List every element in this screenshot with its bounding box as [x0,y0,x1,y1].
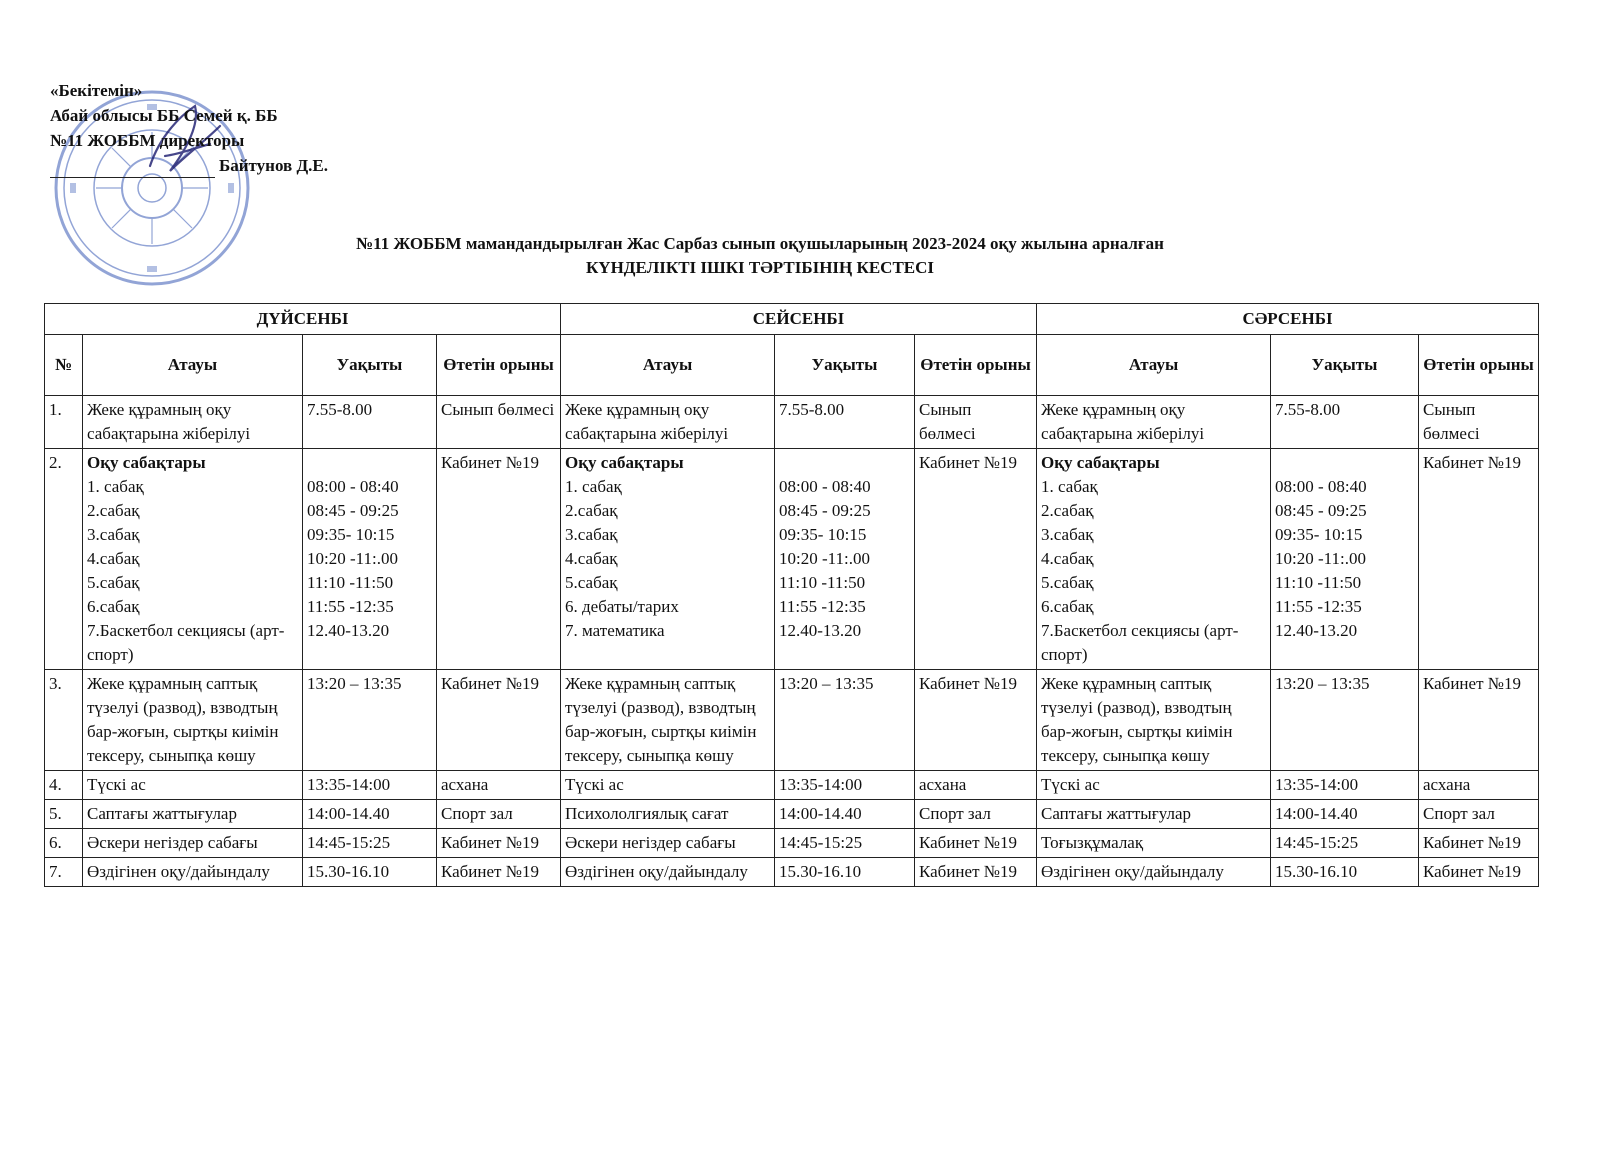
activity-name: Әскери негіздер сабағы [83,829,303,858]
lesson-item: 4.сабақ [565,549,618,568]
approval-block [50,78,380,178]
lesson-item: 1. сабақ [565,477,622,496]
activity-name: Саптағы жаттығулар [1037,800,1271,829]
lesson-item: 4.сабақ [1041,549,1094,568]
lesson-item: 3.сабақ [1041,525,1094,544]
lesson-item: 2.сабақ [1041,501,1094,520]
activity-name: Жеке құрамның саптық түзелуі (развод), взводтың бар-жоғын, сыртқы киімін тексеру, сыныпқа көшу [1037,670,1271,771]
activity-time: 13:20 – 13:35 [1271,670,1419,771]
lesson-time: 08:45 - 09:25 [779,501,871,520]
row-number: 4. [45,771,83,800]
activity-time: 13:35-14:00 [775,771,915,800]
lesson-time: 11:55 -12:35 [1275,597,1362,616]
activity-place: Кабинет №19 [915,858,1037,887]
col-place: Өтетін орыны [1419,335,1539,396]
lessons-list [83,449,303,670]
table-row [45,829,1539,858]
activity-place: Кабинет №19 [1419,670,1539,771]
lesson-item: 5.сабақ [87,573,140,592]
day-wednesday: СӘРСЕНБІ [1037,304,1539,335]
activity-place: Сынып бөлмесі [1419,396,1539,449]
activity-time: 14:45-15:25 [303,829,437,858]
day-header-row [45,304,1539,335]
activity-name: Жеке құрамның саптық түзелуі (развод), взводтың бар-жоғын, сыртқы киімін тексеру, сыныпқа көшу [83,670,303,771]
lesson-time: 11:10 -11:50 [1275,573,1362,592]
activity-place: асхана [915,771,1037,800]
approval-line-3: №11 ЖОББМ директоры [50,131,245,150]
lesson-item: 1. сабақ [1041,477,1098,496]
activity-place: Кабинет №19 [1419,449,1539,670]
activity-place: Кабинет №19 [915,670,1037,771]
lesson-item: 5.сабақ [565,573,618,592]
lesson-item: 5.сабақ [1041,573,1094,592]
activity-time: 13:20 – 13:35 [303,670,437,771]
lesson-time: 09:35- 10:15 [1275,525,1363,544]
activity-name: Жеке құрамның оқу сабақтарына жіберілуі [1037,396,1271,449]
activity-place: Сынып бөлмесі [437,396,561,449]
activity-place: Сынып бөлмесі [915,396,1037,449]
activity-name: Жеке құрамның оқу сабақтарына жіберілуі [83,396,303,449]
lesson-item: 7.Баскетбол секциясы (арт-спорт) [87,621,285,664]
activity-name: Тоғызқұмалақ [1037,829,1271,858]
col-time: Уақыты [1271,335,1419,396]
day-monday: ДҮЙСЕНБІ [45,304,561,335]
lesson-item: 6.сабақ [1041,597,1094,616]
title-line-1: №11 ЖОББМ мамандандырылған Жас Сарбаз сынып оқушыларының 2023-2024 оқу жылына арналған [356,234,1164,253]
lessons-list [1037,449,1271,670]
lessons-title: Оқу сабақтары [87,453,206,472]
activity-place: Кабинет №19 [437,670,561,771]
lessons-title: Оқу сабақтары [565,453,684,472]
activity-time: 14:00-14.40 [303,800,437,829]
approval-signature-line [50,153,380,178]
activity-name: Жеке құрамның оқу сабақтарына жіберілуі [561,396,775,449]
lesson-time: 12.40-13.20 [1275,621,1358,640]
col-place: Өтетін орыны [437,335,561,396]
activity-time: 7.55-8.00 [775,396,915,449]
lesson-time: 10:20 -11:.00 [779,549,870,568]
lesson-time: 08:00 - 08:40 [779,477,871,496]
col-name: Атауы [1037,335,1271,396]
table-row [45,858,1539,887]
col-name: Атауы [561,335,775,396]
activity-time: 15.30-16.10 [303,858,437,887]
activity-place: Спорт зал [1419,800,1539,829]
lesson-item: 2.сабақ [87,501,140,520]
row-number: 1. [45,396,83,449]
table-row [45,771,1539,800]
lesson-item: 6.сабақ [87,597,140,616]
lesson-item: 4.сабақ [87,549,140,568]
lessons-list [561,449,775,670]
activity-time: 7.55-8.00 [1271,396,1419,449]
table-row [45,670,1539,771]
lesson-time: 12.40-13.20 [779,621,862,640]
lesson-item: 2.сабақ [565,501,618,520]
activity-name: Түскі ас [1037,771,1271,800]
lesson-time: 11:55 -12:35 [307,597,394,616]
activity-time: 14:45-15:25 [775,829,915,858]
lesson-time: 12.40-13.20 [307,621,390,640]
activity-place: Кабинет №19 [915,829,1037,858]
row-number: 5. [45,800,83,829]
approval-line-2: Абай облысы ББ Семей қ. ББ [50,106,278,125]
lesson-time: 08:45 - 09:25 [307,501,399,520]
lesson-times [1271,449,1419,670]
lesson-item: 7.Баскетбол секциясы (арт-спорт) [1041,621,1239,664]
approval-line-1: «Бекітемін» [50,81,143,100]
lesson-time: 09:35- 10:15 [307,525,395,544]
activity-time: 13:35-14:00 [1271,771,1419,800]
activity-name: Өздігінен оқу/дайындалу [561,858,775,887]
col-time: Уақыты [775,335,915,396]
activity-name: Өздігінен оқу/дайындалу [83,858,303,887]
lesson-time: 10:20 -11:.00 [1275,549,1366,568]
row-number: 6. [45,829,83,858]
activity-place: асхана [1419,771,1539,800]
col-time: Уақыты [303,335,437,396]
activity-time: 14:00-14.40 [775,800,915,829]
activity-name: Саптағы жаттығулар [83,800,303,829]
activity-name: Әскери негіздер сабағы [561,829,775,858]
col-name: Атауы [83,335,303,396]
lesson-times [303,449,437,670]
activity-place: Кабинет №19 [437,449,561,670]
activity-name: Психололгиялық сағат [561,800,775,829]
column-header-row [45,335,1539,396]
activity-place: Кабинет №19 [437,829,561,858]
row-number: 7. [45,858,83,887]
col-number: № [45,335,83,396]
lesson-time: 11:10 -11:50 [779,573,866,592]
activity-name: Жеке құрамның саптық түзелуі (развод), взводтың бар-жоғын, сыртқы киімін тексеру, сыныпқа көшу [561,670,775,771]
lesson-time: 11:10 -11:50 [307,573,394,592]
lesson-time: 08:00 - 08:40 [1275,477,1367,496]
activity-time: 13:35-14:00 [303,771,437,800]
activity-place: Спорт зал [437,800,561,829]
activity-time: 15.30-16.10 [1271,858,1419,887]
activity-name: Түскі ас [83,771,303,800]
lesson-time: 10:20 -11:.00 [307,549,398,568]
activity-time: 14:45-15:25 [1271,829,1419,858]
document-title [0,232,1520,280]
lesson-times [775,449,915,670]
lesson-item: 1. сабақ [87,477,144,496]
lesson-item: 3.сабақ [87,525,140,544]
activity-time: 7.55-8.00 [303,396,437,449]
lesson-time: 11:55 -12:35 [779,597,866,616]
lessons-title: Оқу сабақтары [1041,453,1160,472]
activity-name: Түскі ас [561,771,775,800]
table-row [45,449,1539,670]
signature-rule [50,159,215,178]
title-line-2: КҮНДЕЛІКТІ ІШКІ ТӘРТІБІНІҢ КЕСТЕСІ [585,258,935,277]
activity-name: Өздігінен оқу/дайындалу [1037,858,1271,887]
activity-place: асхана [437,771,561,800]
table-row [45,800,1539,829]
day-tuesday: СЕЙСЕНБІ [561,304,1037,335]
activity-time: 13:20 – 13:35 [775,670,915,771]
table-row [45,396,1539,449]
lesson-item: 6. дебаты/тарих [565,597,679,616]
activity-place: Кабинет №19 [1419,858,1539,887]
schedule-table [44,303,1539,887]
row-number: 2. [45,449,83,670]
lesson-time: 09:35- 10:15 [779,525,867,544]
lesson-item: 7. математика [565,621,665,640]
activity-place: Кабинет №19 [1419,829,1539,858]
director-name: Байтунов Д.Е. [219,156,328,175]
activity-place: Кабинет №19 [437,858,561,887]
activity-place: Спорт зал [915,800,1037,829]
activity-time: 15.30-16.10 [775,858,915,887]
activity-place: Кабинет №19 [915,449,1037,670]
row-number: 3. [45,670,83,771]
col-place: Өтетін орыны [915,335,1037,396]
lesson-time: 08:00 - 08:40 [307,477,399,496]
lesson-time: 08:45 - 09:25 [1275,501,1367,520]
lesson-item: 3.сабақ [565,525,618,544]
activity-time: 14:00-14.40 [1271,800,1419,829]
